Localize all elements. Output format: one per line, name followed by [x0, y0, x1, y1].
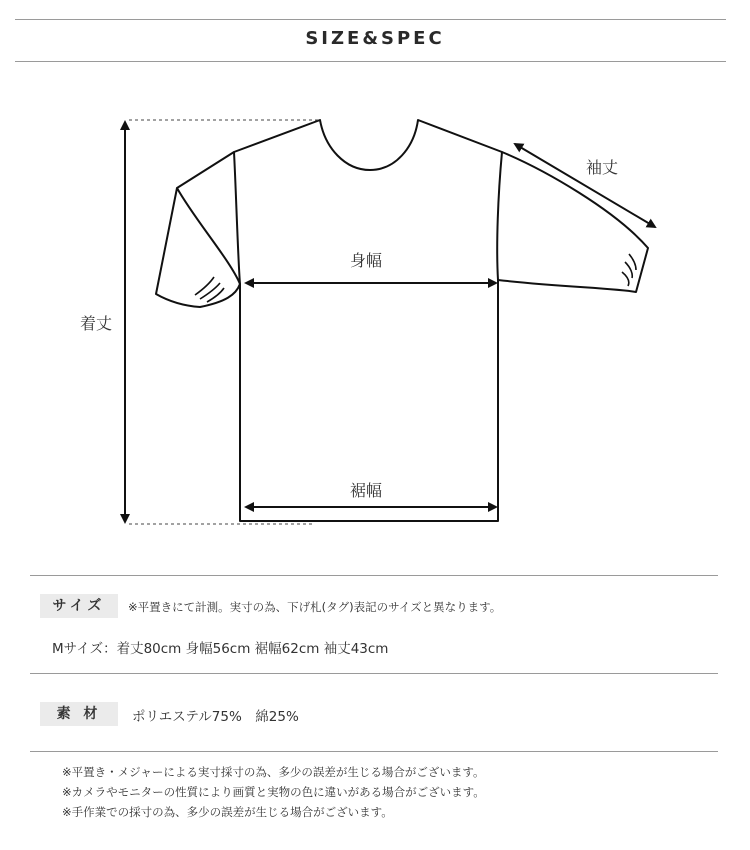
left-sleeve: [156, 152, 240, 307]
section-title: SIZE&SPEC: [305, 28, 445, 49]
material-value: ポリエステル75% 綿25%: [132, 709, 299, 725]
material-tag: 素 材: [40, 702, 118, 726]
footer-note: ※カメラやモニターの性質により画質と実物の色に違いがある場合がございます。: [62, 785, 485, 799]
tshirt-diagram: [0, 70, 750, 550]
footer-note: ※手作業での採寸の為、多少の誤差が生じる場合がございます。: [62, 805, 393, 819]
material-top-rule: [30, 673, 718, 674]
body-width-label: 身幅: [350, 251, 383, 270]
header-bottom-rule: [15, 61, 726, 62]
hem-width-label: 裾幅: [350, 481, 383, 500]
right-sleeve: [498, 152, 648, 292]
sleeve-arrow: [515, 144, 655, 227]
footer-top-rule: [30, 751, 718, 752]
footer-note: ※平置き・メジャーによる実寸採寸の為、多少の誤差が生じる場合がございます。: [62, 765, 485, 779]
header-top-rule: [15, 19, 726, 20]
footer-notes: [62, 762, 485, 822]
size-tag: サイズ: [40, 594, 118, 618]
size-measure-note: ※平置きにて計測。実寸の為、下げ札(タグ)表記のサイズと異なります。: [128, 600, 502, 614]
length-label: 着丈: [80, 314, 113, 333]
sleeve-label: 袖丈: [586, 158, 619, 177]
size-top-rule: [30, 575, 718, 576]
m-size-measurements: Mサイズ：着丈80cm 身幅56cm 裾幅62cm 袖丈43cm: [52, 641, 389, 657]
